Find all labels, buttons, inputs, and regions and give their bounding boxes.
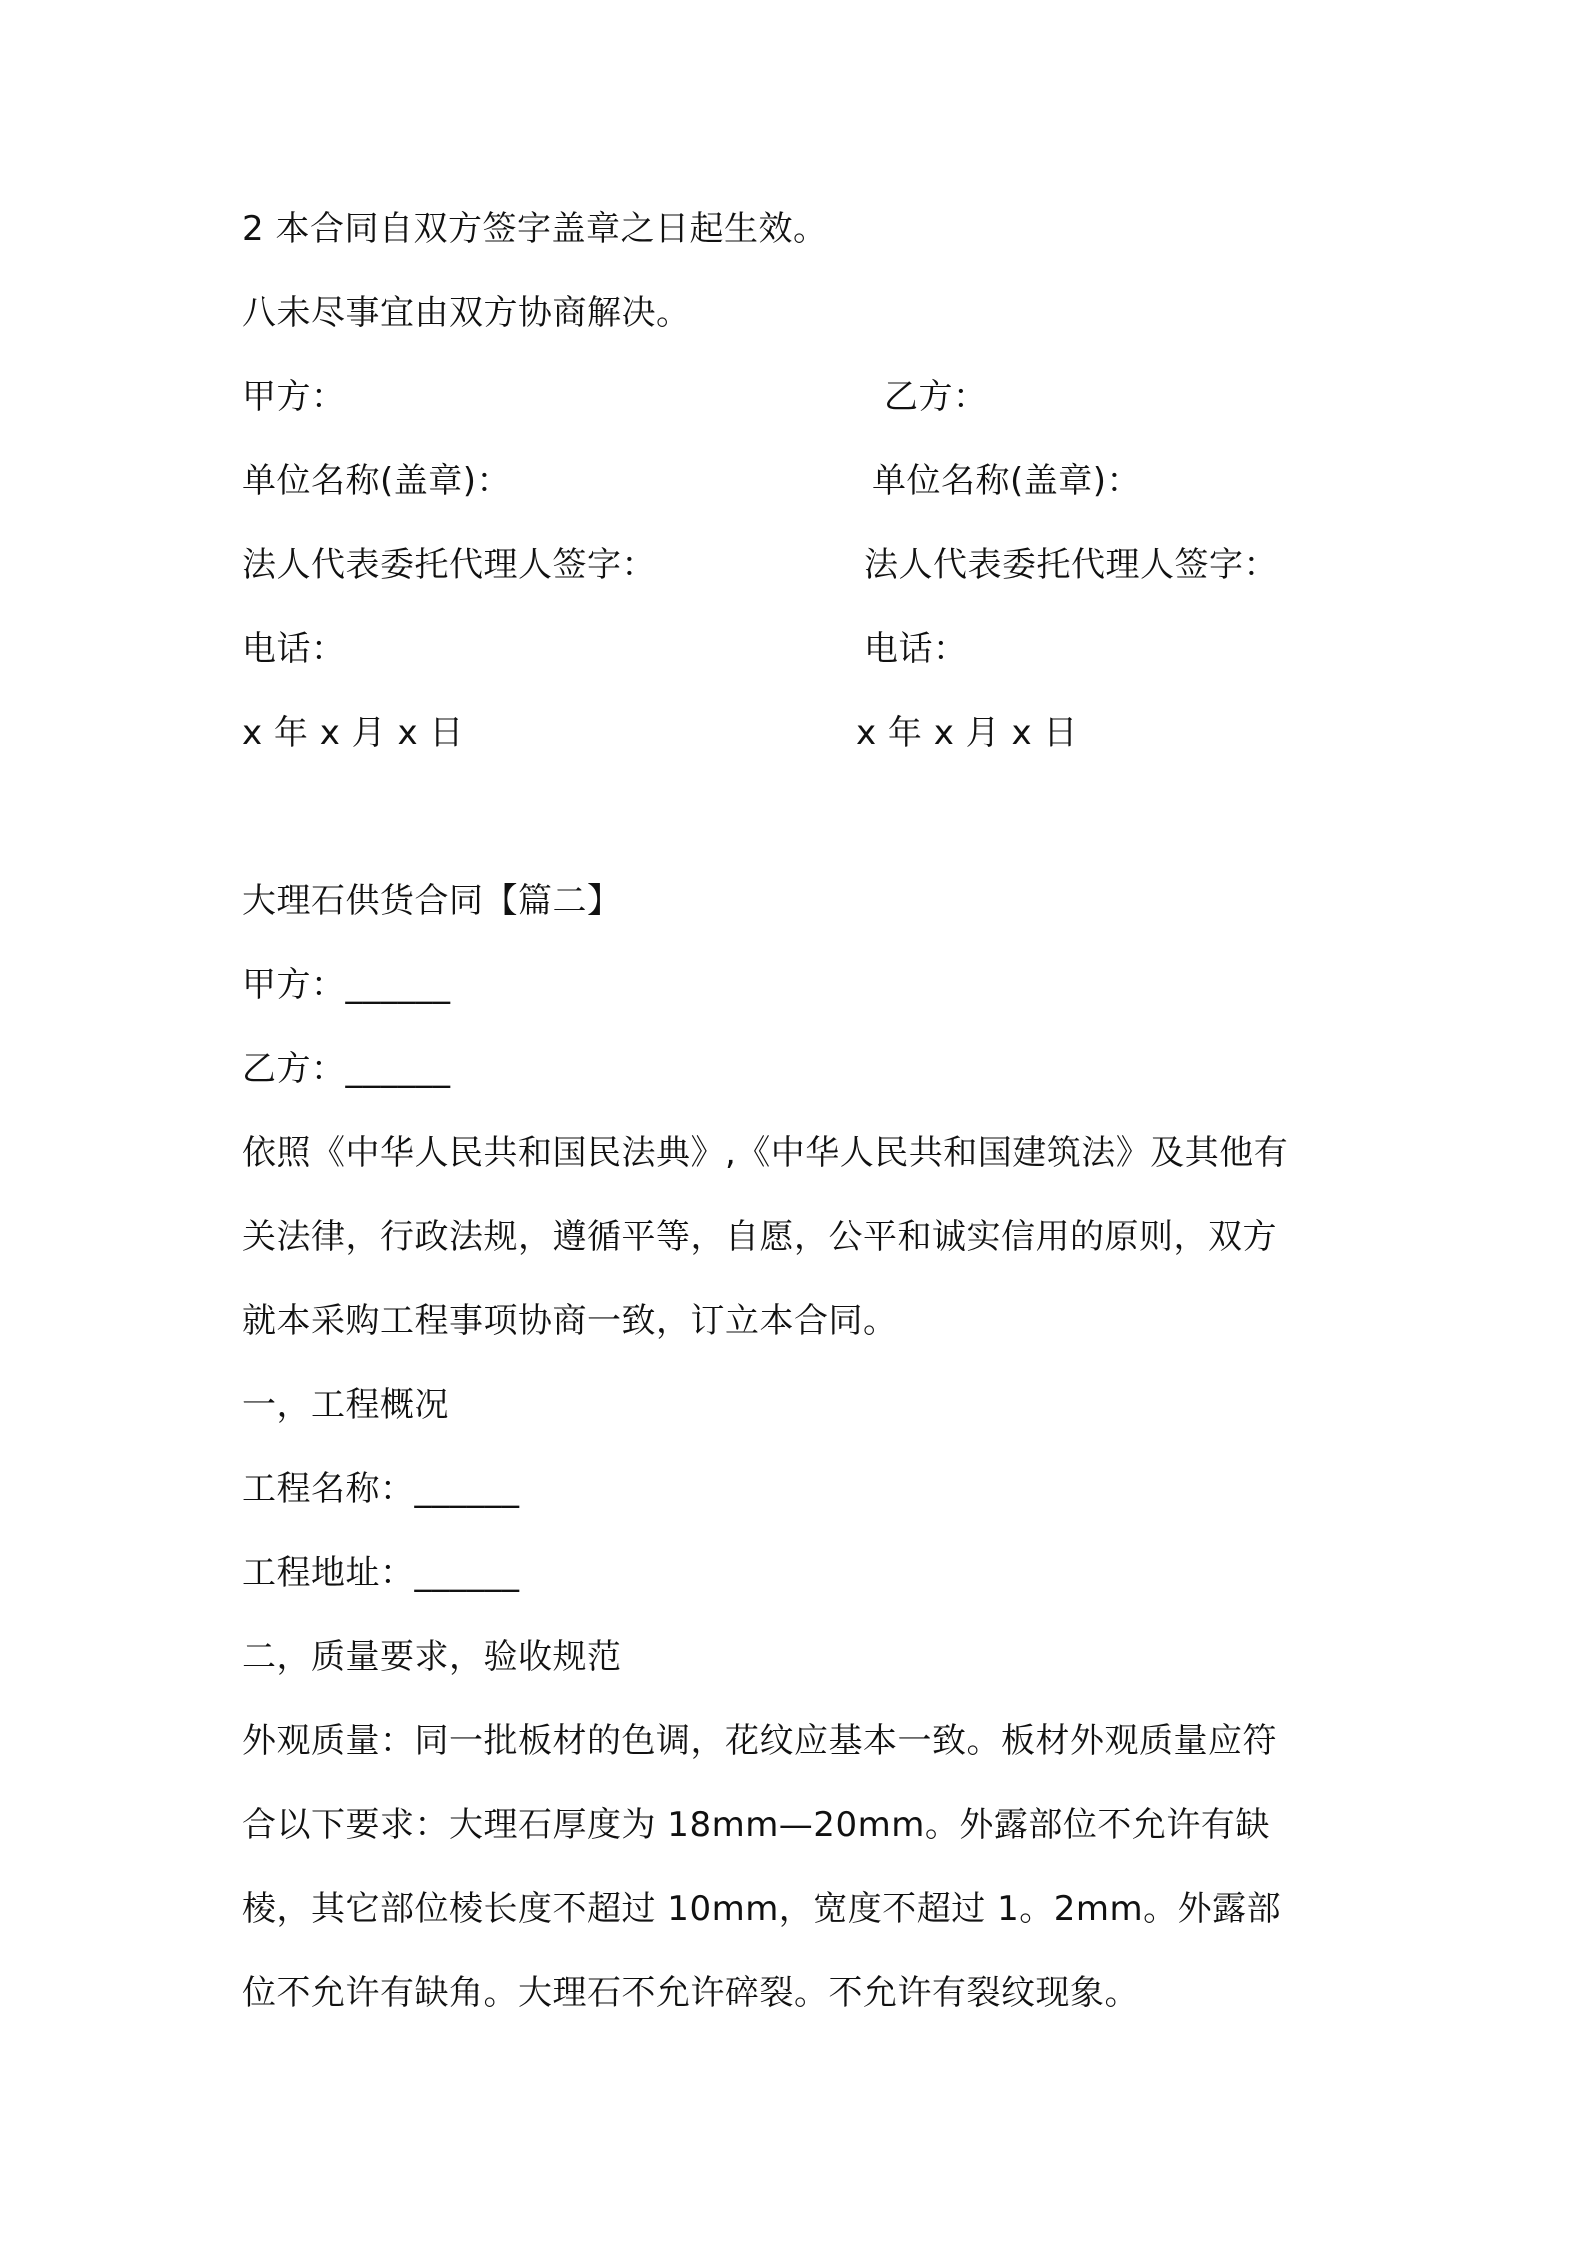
sign-left-date: x 年 x 月 x 日 <box>242 713 464 753</box>
party-a-line: 甲方：______ <box>242 965 451 1005</box>
quality-line: 位不允许有缺角。大理石不允许碎裂。不允许有裂纹现象。 <box>242 1973 1139 2013</box>
project-name-line: 工程名称：______ <box>242 1469 520 1509</box>
quality-line: 棱，其它部位棱长度不超过 10mm，宽度不超过 1。2mm。外露部 <box>242 1889 1282 1929</box>
quality-line: 合以下要求：大理石厚度为 18mm—20mm。外露部位不允许有缺 <box>242 1805 1270 1845</box>
sign-left-phone: 电话： <box>242 629 346 669</box>
sign-left-unit: 单位名称(盖章)： <box>242 461 512 501</box>
intro-line: 关法律，行政法规，遵循平等，自愿，公平和诚实信用的原则，双方 <box>242 1217 1277 1257</box>
quality-line: 外观质量：同一批板材的色调，花纹应基本一致。板材外观质量应符 <box>242 1721 1277 1761</box>
party-b-line: 乙方：______ <box>242 1049 451 1089</box>
sign-left-rep: 法人代表委托代理人签字： <box>242 545 656 585</box>
sign-right-party: 乙方： <box>884 377 988 417</box>
intro-line: 就本采购工程事项协商一致，订立本合同。 <box>242 1301 898 1341</box>
clause-effective: 2 本合同自双方签字盖章之日起生效。 <box>242 209 828 249</box>
sign-right-phone: 电话： <box>864 629 968 669</box>
heading-project-overview: 一，工程概况 <box>242 1385 449 1425</box>
heading-quality: 二，质量要求，验收规范 <box>242 1637 622 1677</box>
sign-right-date: x 年 x 月 x 日 <box>856 713 1078 753</box>
project-address-line: 工程地址：______ <box>242 1553 520 1593</box>
sign-left-party: 甲方： <box>242 377 346 417</box>
intro-line: 依照《中华人民共和国民法典》,《中华人民共和国建筑法》及其他有 <box>242 1133 1289 1173</box>
quality-paragraph <box>242 1699 1362 2035</box>
section-title: 大理石供货合同【篇二】 <box>242 881 622 921</box>
intro-paragraph <box>242 1111 1362 1363</box>
sign-right-unit: 单位名称(盖章)： <box>872 461 1142 501</box>
clause-eight: 八未尽事宜由双方协商解决。 <box>242 293 691 333</box>
sign-right-rep: 法人代表委托代理人签字： <box>864 545 1278 585</box>
